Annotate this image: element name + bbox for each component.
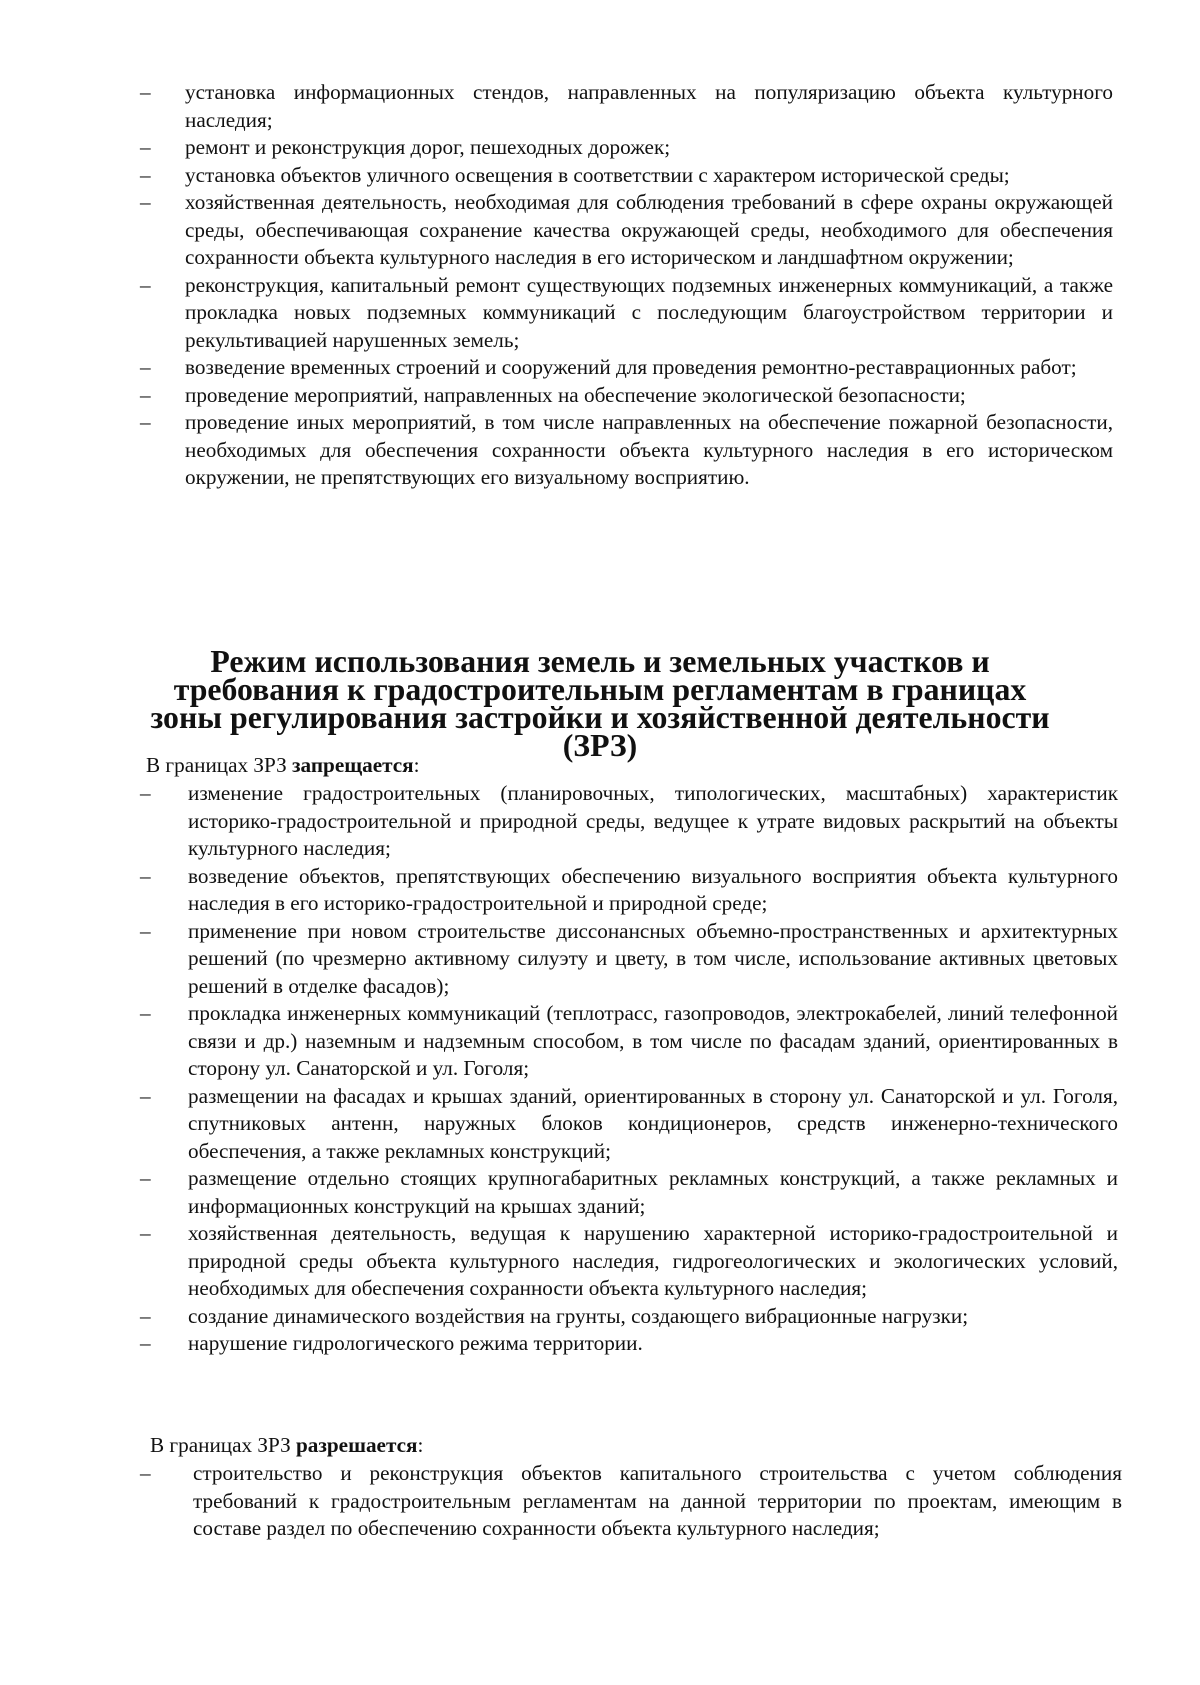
- list-item-text: установка объектов уличного освещения в соответствии с характером исторической среды;: [185, 162, 1010, 187]
- list-item-text: создание динамического воздействия на грунты, создающего вибрационные нагрузки;: [188, 1303, 969, 1328]
- list-item: [0, 1000, 1200, 1083]
- dash-bullet: –: [140, 355, 151, 379]
- list-item-text: хозяйственная деятельность, ведущая к нарушению характерной историко-градостроительной и природной среды объекта культурного наследия, гидрогеологических и экологических условий, необходимых для обеспечения сохранности объекта культурного наследия;: [188, 1221, 1118, 1300]
- allowed-intro-prefix: В границах ЗРЗ: [150, 1433, 296, 1457]
- list-item-text: изменение градостроительных (планировочных, типологических, масштабных) характеристик историко-градостроительной и природной среды, ведущее к утрате видовых раскрытий на объекты культурного наследия;: [188, 781, 1118, 860]
- dash-bullet: –: [140, 1221, 151, 1245]
- dash-bullet: –: [140, 272, 151, 297]
- list-item-text: размещение отдельно стоящих крупногабаритных рекламных конструкций, а также рекламных и информационных конструкций на крышах зданий;: [188, 1166, 1118, 1218]
- list-item: [0, 354, 1200, 382]
- permitted-activities-list-continued: [0, 79, 1200, 492]
- prohibited-intro-suffix: :: [413, 753, 420, 777]
- section-heading: Режим использования земель и земельных участков и требования к градостроительным регламентам в границах зоны регулирования застройки и хозяйственной деятельности (ЗРЗ): [150, 644, 1050, 763]
- allowed-intro: [150, 1432, 423, 1460]
- list-item: [0, 918, 1200, 1001]
- list-item-text: возведение объектов, препятствующих обеспечению визуального восприятия объекта культурного наследия в его историко-градостроительной и природной среде;: [188, 863, 1118, 915]
- prohibited-intro-keyword: запрещается: [292, 753, 414, 777]
- list-item: [0, 189, 1200, 272]
- list-item-text: проведение мероприятий, направленных на обеспечение экологической безопасности;: [185, 382, 966, 407]
- dash-bullet: –: [140, 382, 151, 407]
- prohibited-list: [0, 780, 1200, 1358]
- list-item: [0, 863, 1200, 918]
- list-item: [0, 79, 1200, 134]
- prohibited-intro-prefix: В границах ЗРЗ: [146, 753, 292, 777]
- allowed-list: [0, 1460, 1200, 1543]
- list-item: [0, 780, 1200, 863]
- allowed-intro-keyword: разрешается: [296, 1433, 418, 1457]
- list-item-text: нарушение гидрологического режима территории.: [188, 1331, 643, 1355]
- list-item: [0, 162, 1200, 190]
- list-item-text: строительство и реконструкция объектов капитального строительства с учетом соблюдения требований к градостроительным регламентам на данной территории по проектам, имеющим в составе раздел по обеспечению сохранности объекта культурного наследия;: [193, 1461, 1122, 1540]
- list-item-text: хозяйственная деятельность, необходимая для соблюдения требований в сфере охраны окружающей среды, обеспечивающая сохранение качества окружающей среды, необходимого для обеспечения сохранности объекта культурного наследия в его историческом и ландшафтном окружении;: [185, 190, 1113, 269]
- dash-bullet: –: [140, 162, 151, 187]
- list-item: [0, 382, 1200, 410]
- dash-bullet: –: [140, 1083, 151, 1108]
- dash-bullet: –: [140, 410, 151, 434]
- list-item-text: ремонт и реконструкция дорог, пешеходных дорожек;: [185, 135, 671, 159]
- dash-bullet: –: [140, 781, 151, 805]
- list-item: [0, 134, 1200, 162]
- list-item: [0, 1220, 1200, 1303]
- list-item-text: размещении на фасадах и крышах зданий, ориентированных в сторону ул. Санаторской и ул. Гоголя, спутниковых антенн, наружных блоков кондиционеров, средств инженерно-технического обеспечения, а также рекламных конструкций;: [188, 1083, 1118, 1163]
- list-item-text: проведение иных мероприятий, в том числе направленных на обеспечение пожарной безопасности, необходимых для обеспечения сохранности объекта культурного наследия в его историческом окружении, не препятствующих его визуальному восприятию.: [185, 410, 1113, 489]
- dash-bullet: –: [140, 863, 151, 888]
- dash-bullet: –: [140, 1001, 151, 1025]
- dash-bullet: –: [140, 1166, 151, 1190]
- dash-bullet: –: [140, 1331, 151, 1355]
- list-item: [0, 409, 1200, 492]
- dash-bullet: –: [140, 1303, 151, 1328]
- dash-bullet: –: [140, 190, 151, 214]
- list-item: [0, 1083, 1200, 1166]
- prohibited-intro: [146, 752, 420, 780]
- dash-bullet: –: [140, 135, 151, 159]
- list-item: [0, 272, 1200, 355]
- list-item: [0, 1460, 1200, 1543]
- list-item-text: прокладка инженерных коммуникаций (теплотрасс, газопроводов, электрокабелей, линий телефонной связи и др.) наземным и надземным способом, в том числе по фасадам зданий, ориентированных в сторону ул. Санаторской и ул. Гоголя;: [188, 1001, 1118, 1080]
- dash-bullet: –: [140, 1461, 151, 1485]
- dash-bullet: –: [140, 80, 151, 104]
- allowed-intro-suffix: :: [417, 1433, 424, 1457]
- list-item: [0, 1330, 1200, 1358]
- list-item-text: реконструкция, капитальный ремонт существующих подземных инженерных коммуникаций, а также прокладка новых подземных коммуникаций с последующим благоустройством территории и рекультивацией нарушенных земель;: [185, 272, 1113, 352]
- dash-bullet: –: [140, 918, 151, 943]
- list-item-text: применение при новом строительстве диссонансных объемно-пространственных и архитектурных решений (по чрезмерно активному силуэту и цвету, в том числе, использование активных цветовых решений в отделке фасадов);: [188, 918, 1118, 998]
- list-item: [0, 1165, 1200, 1220]
- list-item: [0, 1303, 1200, 1331]
- list-item-text: возведение временных строений и сооружений для проведения ремонтно-реставрационных работ;: [185, 355, 1077, 379]
- list-item-text: установка информационных стендов, направленных на популяризацию объекта культурного наследия;: [185, 80, 1113, 132]
